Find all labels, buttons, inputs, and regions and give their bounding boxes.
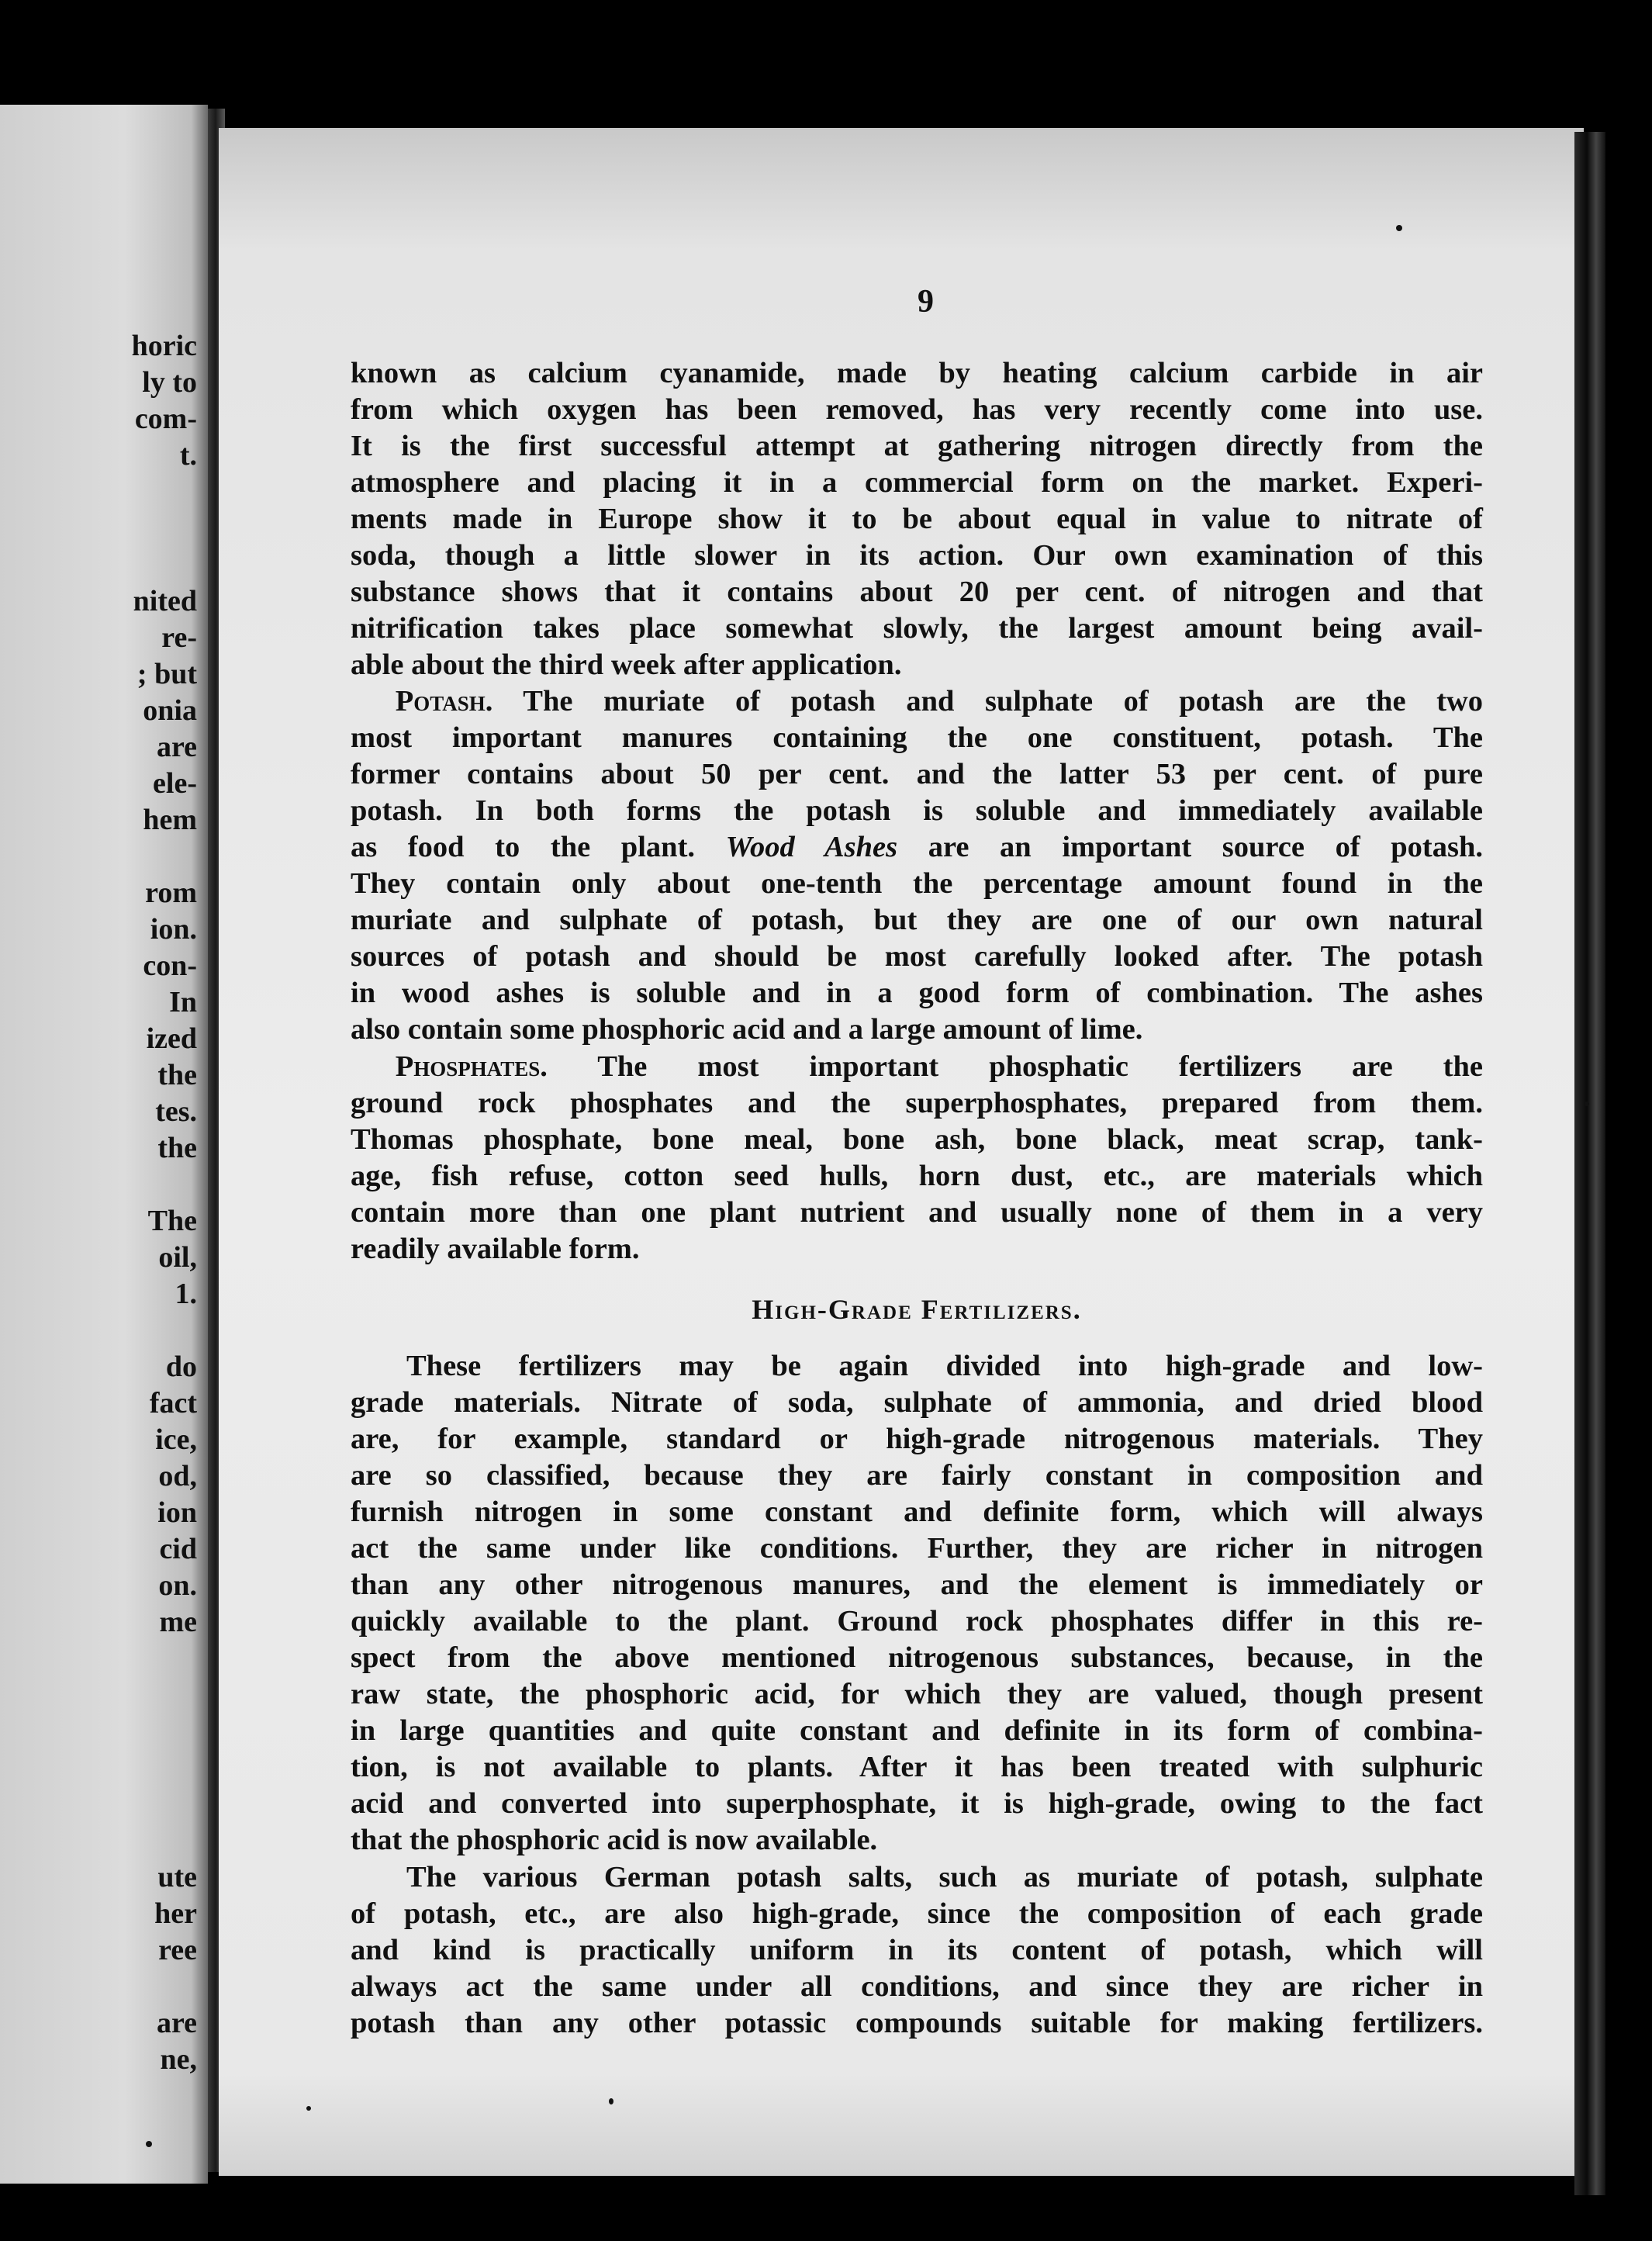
run-in-heading-phosphates: Phosphates.	[395, 1050, 548, 1083]
left-fragment-line: on.	[158, 1569, 197, 1602]
left-fragment-line	[19, 1312, 197, 1349]
paragraph-german-potash-salts	[351, 1859, 1483, 2042]
left-fragment-line	[19, 1750, 197, 1786]
text-line: ments made in Europe show it to be about equal in value to nitrate of	[351, 503, 1483, 535]
text-line: age, fish refuse, cotton seed hulls, horn dust, etc., are materials which	[351, 1160, 1483, 1192]
scan-speck	[306, 2106, 311, 2111]
left-fragment-line: are	[156, 2007, 197, 2039]
left-fragment-line: ized	[146, 1022, 197, 1055]
text-line	[351, 1049, 1483, 1085]
left-fragment-line: me	[159, 1606, 197, 1638]
text-line: in wood ashes is soluble and in a good form of combination. The ashes	[351, 977, 1483, 1009]
text-line: spect from the above mentioned nitrogenous substances, because, in the	[351, 1641, 1483, 1674]
text-line: known as calcium cyanamide, made by heating calcium carbide in air	[351, 357, 1483, 389]
left-fragment-line	[19, 1167, 197, 1203]
text-line: most important manures containing the one constituent, potash. The	[351, 721, 1483, 754]
text-line: muriate and sulphate of potash, but they are one of our own natural	[351, 904, 1483, 936]
text-line: These fertilizers may be again divided into high-grade and low-	[406, 1350, 1483, 1382]
left-fragment-line: The	[147, 1205, 197, 1237]
text-line: ground rock phosphates and the superphosphates, prepared from them.	[351, 1087, 1483, 1119]
text-line: are so classified, because they are fairly constant in composition and	[351, 1459, 1483, 1492]
text-line: always act the same under all conditions, and since they are richer in	[351, 1970, 1483, 2003]
text-line: atmosphere and placing it in a commercial form on the market. Experi-	[351, 466, 1483, 499]
text-line: soda, though a little slower in its action. Our own examination of this	[351, 539, 1483, 572]
left-fragment-line: t.	[179, 439, 197, 472]
scan-speck	[1585, 1101, 1589, 1106]
text-line: of potash, etc., are also high-grade, since the composition of each grade	[351, 1897, 1483, 1930]
page-edge-shadow	[1574, 132, 1605, 2195]
left-fragment-line	[19, 474, 197, 510]
left-fragment-line	[19, 1823, 197, 1859]
text-line	[351, 829, 1483, 866]
text-line: contain more than one plant nutrient and usually none of them in a very	[351, 1196, 1483, 1229]
left-fragment-line	[19, 1714, 197, 1750]
text-line: from which oxygen has been removed, has very recently come into use.	[351, 393, 1483, 426]
text-run: The most important phosphatic fertilizers are the	[547, 1050, 1483, 1083]
text-line: readily available form.	[351, 1233, 640, 1265]
left-fragment-line: con-	[143, 949, 197, 982]
left-fragment-line: oil,	[158, 1241, 197, 1274]
text-run: are an important source of potash.	[897, 831, 1484, 863]
text-line: that the phosphoric acid is now available.	[351, 1824, 878, 1856]
italic-term-wood-ashes: Wood Ashes	[725, 831, 898, 863]
left-fragment-line	[19, 839, 197, 875]
left-fragment-line: ne,	[160, 2043, 197, 2076]
text-line: former contains about 50 per cent. and the latter 53 per cent. of pure	[351, 758, 1483, 790]
left-fragment-line: hem	[143, 804, 197, 836]
text-line: and kind is practically uniform in its content of potash, which will	[351, 1934, 1483, 1966]
text-line: potash than any other potassic compounds suitable for making fertilizers.	[351, 2007, 1483, 2039]
text-line: also contain some phosphoric acid and a large amount of lime.	[351, 1013, 1143, 1046]
text-line: in large quantities and quite constant and definite in its form of combina-	[351, 1714, 1483, 1747]
text-line: It is the first successful attempt at gathering nitrogen directly from the	[351, 430, 1483, 462]
text-line: acid and converted into superphosphate, it is high-grade, owing to the fact	[351, 1787, 1483, 1820]
left-fragment-line: horic	[131, 330, 197, 362]
left-fragment-line: are	[156, 731, 197, 763]
text-line: are, for example, standard or high-grade nitrogenous materials. They	[351, 1423, 1483, 1455]
left-fragment-line	[19, 1786, 197, 1823]
text-run: as food to the plant.	[351, 831, 726, 863]
left-fragment-line	[19, 1677, 197, 1714]
text-line: Thomas phosphate, bone meal, bone ash, bone black, meat scrap, tank-	[351, 1123, 1483, 1156]
text-line: than any other nitrogenous manures, and the element is immediately or	[351, 1568, 1483, 1601]
paragraph-high-grade	[351, 1348, 1483, 1859]
paragraph-potash	[351, 683, 1483, 1048]
left-fragment-line: ly to	[142, 366, 197, 399]
left-fragment-line: ice,	[155, 1423, 197, 1456]
left-fragment-line: do	[165, 1350, 197, 1383]
left-fragment-line: ion.	[150, 913, 197, 946]
text-line: potash. In both forms the potash is soluble and immediately available	[351, 794, 1483, 827]
section-heading: High-Grade Fertilizers.	[752, 1294, 1082, 1325]
text-line: raw state, the phosphoric acid, for which they are valued, though present	[351, 1678, 1483, 1710]
left-fragment-line: her	[154, 1897, 197, 1930]
left-fragment-line	[19, 1969, 197, 2005]
text-line: furnish nitrogen in some constant and definite form, which will always	[351, 1496, 1483, 1528]
paragraph-phosphates	[351, 1049, 1483, 1267]
left-fragment-line: onia	[143, 694, 197, 727]
left-fragment-line: com-	[134, 403, 197, 435]
left-fragment-line	[19, 1641, 197, 1677]
left-fragment-line: rom	[145, 877, 197, 909]
left-fragment-line: the	[157, 1059, 197, 1091]
text-line: quickly available to the plant. Ground rock phosphates differ in this re-	[351, 1605, 1483, 1638]
left-fragment-line: nited	[133, 585, 197, 617]
left-fragment-line: ; but	[137, 658, 197, 690]
text-line: They contain only about one-tenth the percentage amount found in the	[351, 867, 1483, 900]
text-line: sources of potash and should be most carefully looked after. The potash	[351, 940, 1483, 973]
left-fragment-line: the	[157, 1132, 197, 1164]
left-fragment-line: ute	[157, 1861, 197, 1893]
scan-speck	[146, 2141, 152, 2147]
left-fragment-line	[19, 547, 197, 583]
scan-speck	[609, 2098, 613, 2104]
left-fragment-line: In	[169, 986, 197, 1018]
left-fragment-line: tes.	[155, 1095, 197, 1128]
text-line: able about the third week after application.	[351, 648, 902, 681]
left-fragment-line: 1.	[175, 1278, 197, 1310]
text-line: substance shows that it contains about 20 per cent. of nitrogen and that	[351, 576, 1483, 608]
left-fragment-line: od,	[158, 1460, 197, 1492]
text-run: The muriate of potash and sulphate of potash are the two	[492, 685, 1483, 718]
paragraph-cyanamide	[351, 355, 1483, 683]
left-fragment-line: cid	[159, 1533, 197, 1565]
left-fragment-line: ion	[157, 1496, 197, 1529]
left-fragment-line: ree	[158, 1934, 197, 1966]
scan-speck	[1396, 225, 1402, 231]
page-number: 9	[918, 284, 934, 320]
left-fragment-line	[19, 510, 197, 547]
left-fragment-line: ele-	[153, 767, 197, 800]
left-page-text-fragments	[19, 328, 197, 2078]
text-line: grade materials. Nitrate of soda, sulphate of ammonia, and dried blood	[351, 1386, 1483, 1419]
text-line: tion, is not available to plants. After it has been treated with sulphuric	[351, 1751, 1483, 1783]
text-line: act the same under like conditions. Further, they are richer in nitrogen	[351, 1532, 1483, 1565]
text-line	[351, 683, 1483, 720]
text-line: nitrification takes place somewhat slowly, the largest amount being avail-	[351, 612, 1483, 645]
left-page-fragment	[0, 105, 208, 2184]
run-in-heading-potash: Potash.	[395, 685, 493, 718]
text-line: The various German potash salts, such as muriate of potash, sulphate	[406, 1861, 1483, 1893]
left-fragment-line: re-	[161, 621, 197, 654]
left-fragment-line: fact	[149, 1387, 197, 1420]
